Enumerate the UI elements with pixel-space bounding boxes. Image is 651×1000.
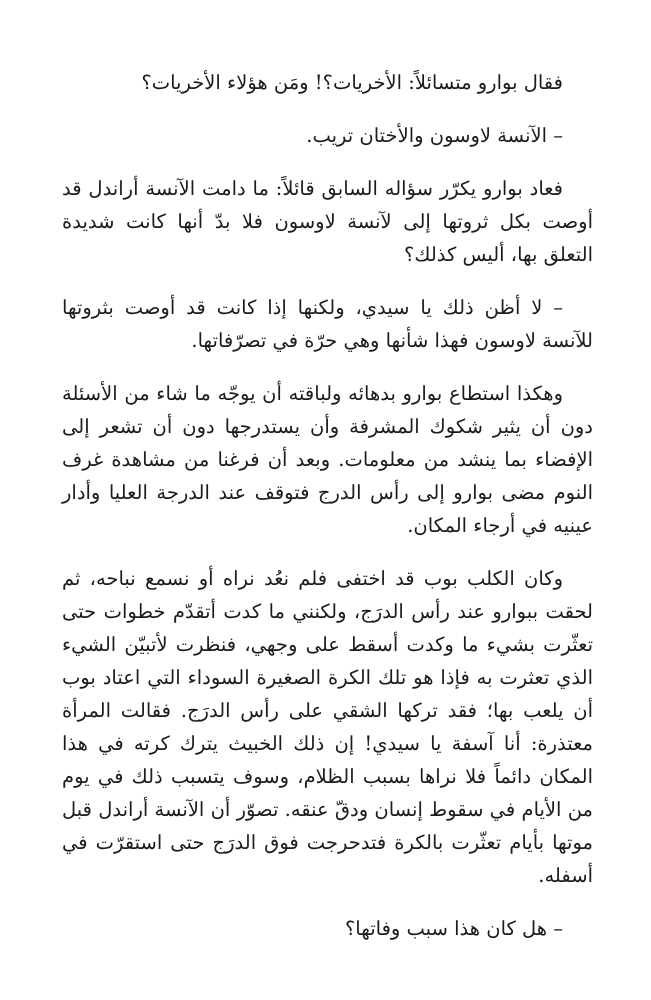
paragraph-6: وكان الكلب بوب قد اختفى فلم نعُد نراه أو نسمع نباحه، ثم لحقت ببوارو عند رأس الدرَج، ولكنني ما كدت أتقدّم خطوات حتى تعثّرت بشيء ما وكدت أسقط على وجهي، فنظرت لأتبيّن الشيء الذي تعثرت به فإذا هو تلك الكرة الصغيرة السوداء التي اعتاد بوب أن يلعب بها؛ فقد تركها الشقي على رأس الدرَج. فقالت المرأة معتذرة: أنا آسفة يا سيدي! إن ذلك الخبيث يترك كرته في هذا المكان دائماً فلا نراها بسبب الظلام، وسوف يتسبب ذلك في يوم من الأيام في سقوط إنسان ودقّ عنقه. تصوّر أن الآنسة أراندل قبل موتها بأيام تعثّرت بالكرة فتدحرجت فوق الدرَج حتى استقرّت في أسفله. <box>62 567 593 887</box>
paragraph-3: فعاد بوارو يكرّر سؤاله السابق قائلاً: ما دامت الآنسة أراندل قد أوصت بكل ثروتها إلى لآنسة لاوسون فلا بدّ أنها كانت شديدة التعلق بها، أليس كذلك؟ <box>62 177 593 266</box>
paragraph-2-dialogue: – الآنسة لاوسون والأختان تريب. <box>306 124 563 147</box>
paragraph-7-dialogue: – هل كان هذا سبب وفاتها؟ <box>344 917 563 940</box>
paragraph-5: وهكذا استطاع بوارو بدهائه ولباقته أن يوجّه ما شاء من الأسئلة دون أن يثير شكوك المشرفة وأن يستدرجها دون أن تشعر إلى الإفضاء بما ينشد من معلومات. وبعد أن فرغنا من مشاهدة غرف النوم مضى بوارو إلى رأس الدرج فتوقف عند الدرجة العليا وأدار عينيه في أرجاء المكان. <box>62 382 593 537</box>
paragraph-1: فقال بوارو متسائلاً: الأخريات؟! ومَن هؤلاء الأخريات؟ <box>141 71 563 94</box>
paragraph-4-dialogue: – لا أظن ذلك يا سيدي، ولكنها إذا كانت قد أوصت بثروتها للآنسة لاوسون فهذا شأنها وهي حرّة في تصرّفاتها. <box>62 296 593 352</box>
book-page <box>62 66 593 965</box>
